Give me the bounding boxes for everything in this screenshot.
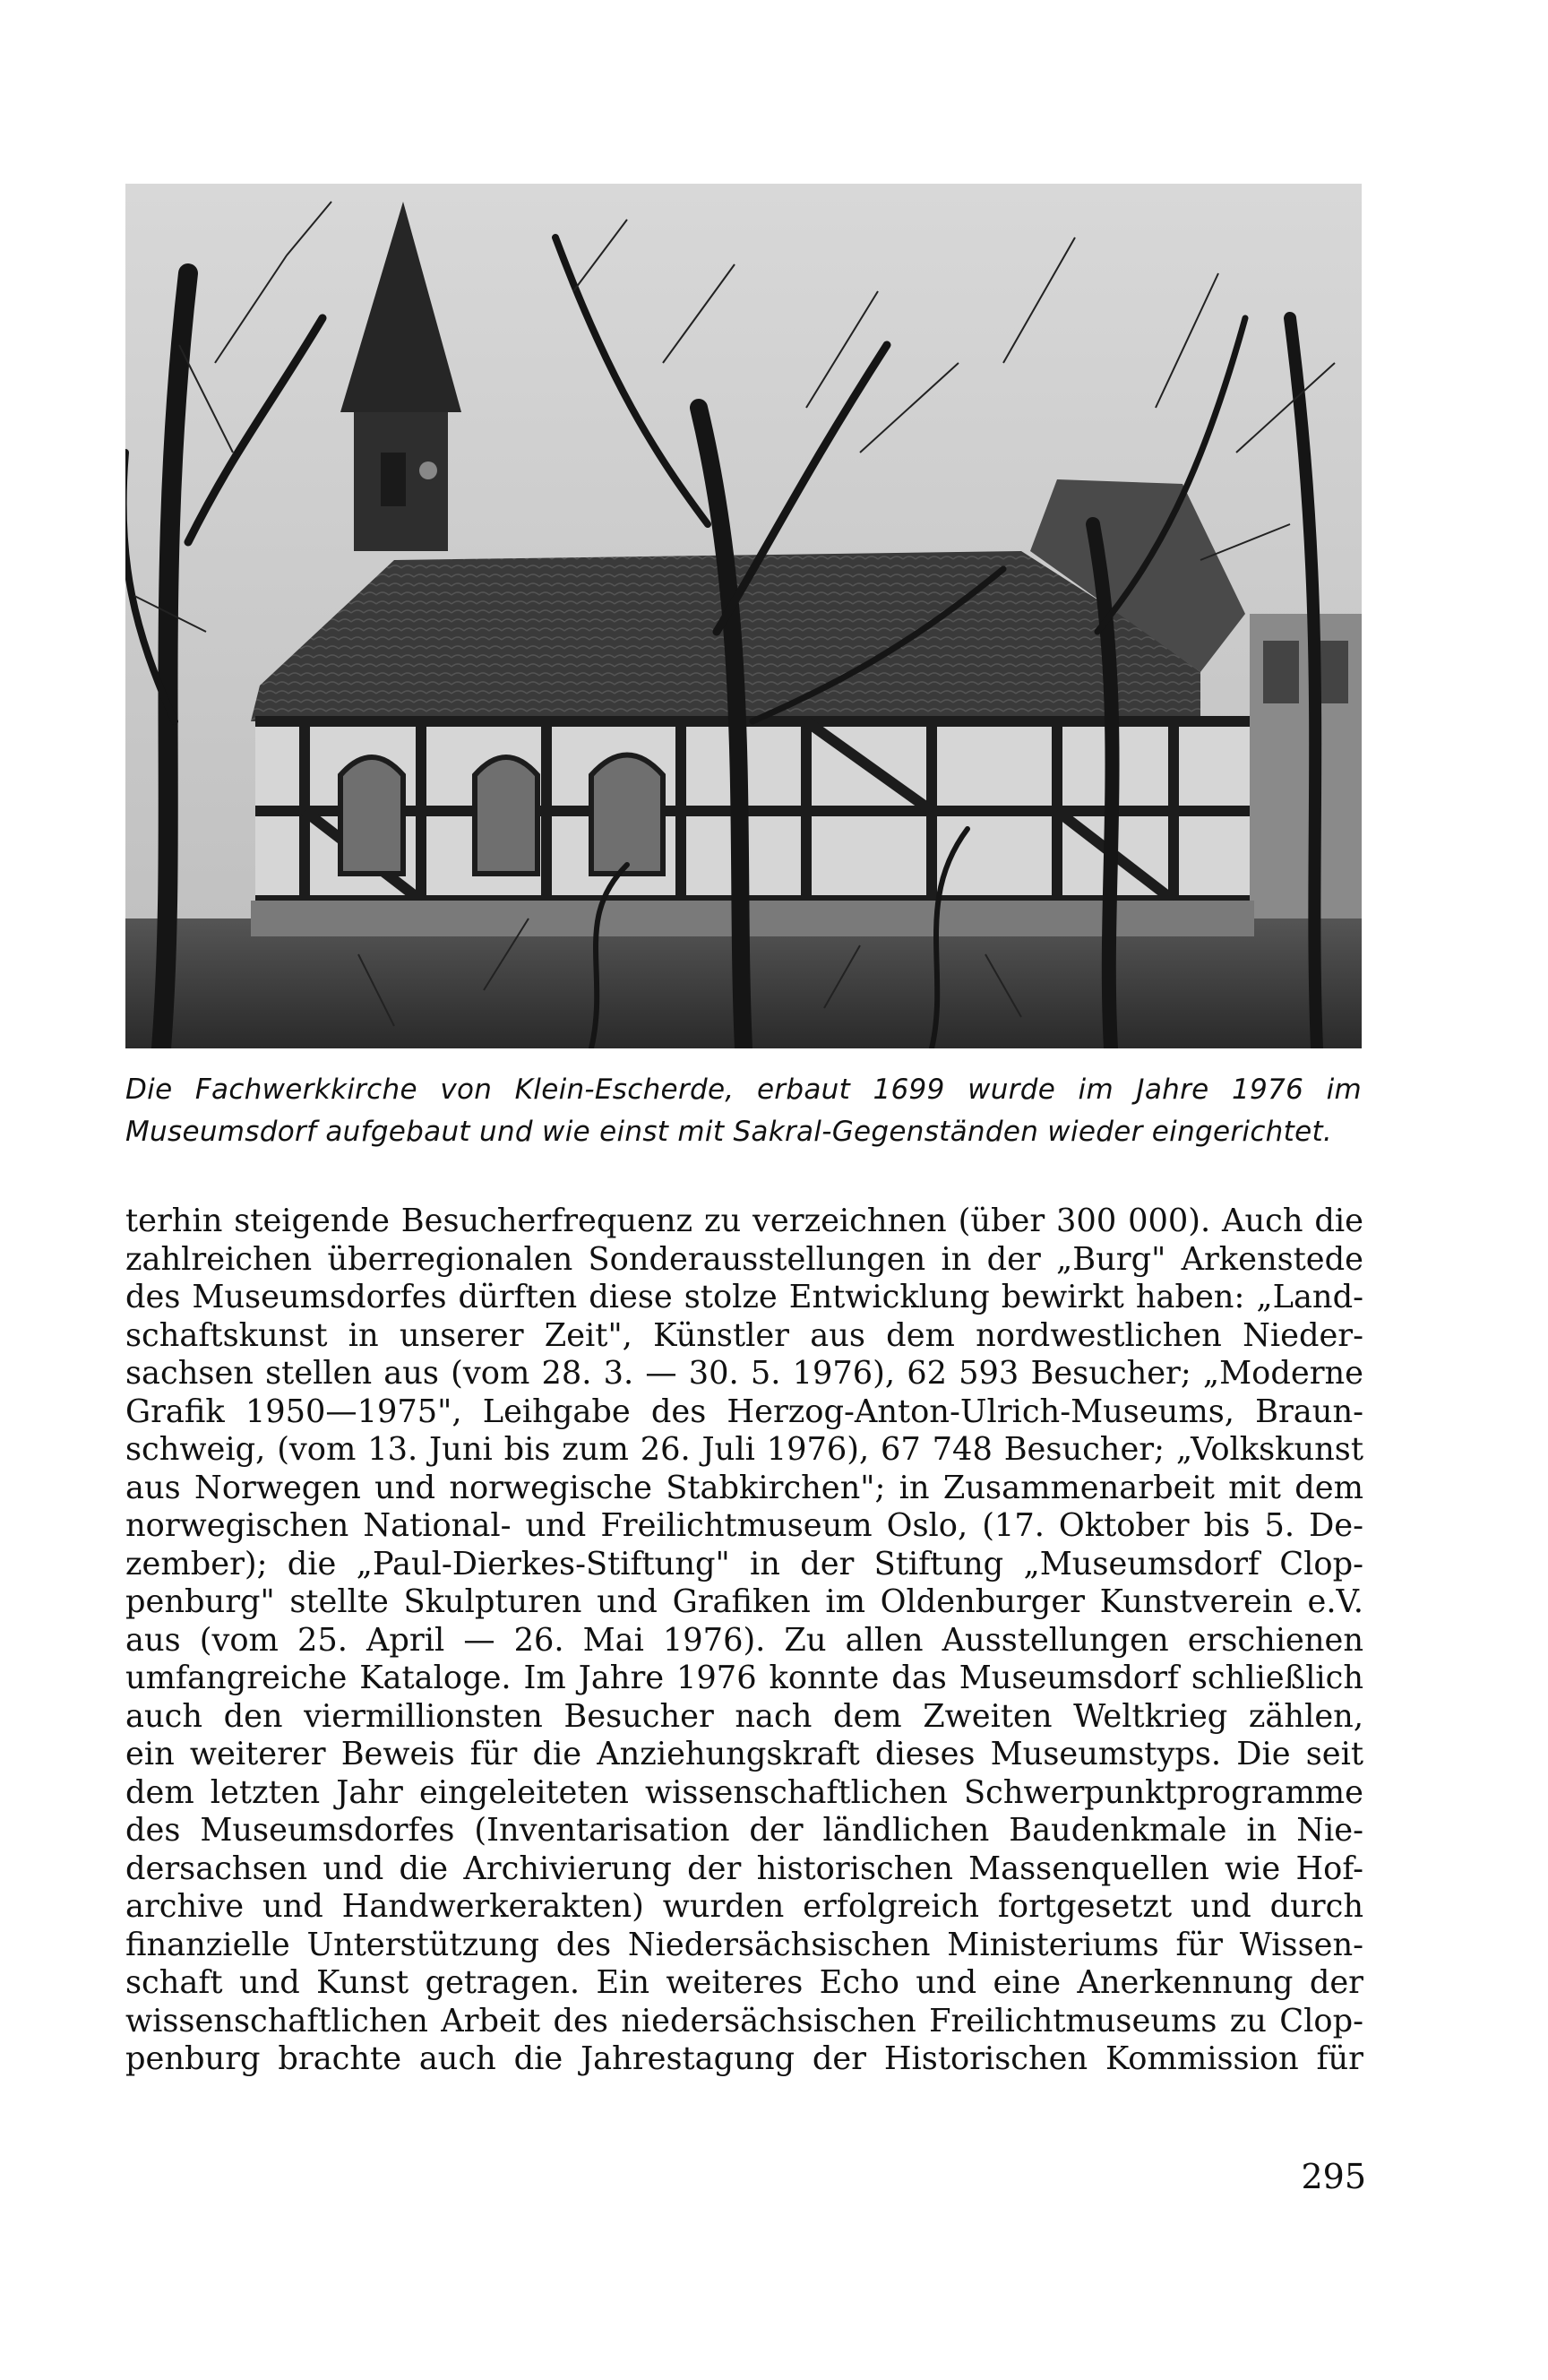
body-line: auch den viermillionsten Besucher nach dem Zweiten Weltkrieg zählen,: [125, 1697, 1363, 1735]
body-line: wissenschaftlichen Arbeit des niedersächsischen Freilichtmuseums zu Clop-: [125, 2002, 1363, 2039]
body-line: des Museumsdorfes dürften diese stolze Entwicklung bewirkt haben: „Land-: [125, 1279, 1363, 1315]
body-line: schaftskunst in unserer Zeit", Künstler aus dem nordwestlichen Nieder-: [125, 1316, 1363, 1354]
body-line: schaft und Kunst getragen. Ein weiteres Echo und eine Anerkennung der: [125, 1964, 1363, 2001]
body-line: finanzielle Unterstützung des Niedersächsischen Ministeriums für Wissen-: [125, 1926, 1363, 1963]
church-photo: [125, 184, 1362, 1048]
church-photo-icon: [125, 184, 1362, 1048]
figure-caption: Die Fachwerkkirche von Klein-Escherde, erbaut 1699 wurde im Jahre 1976 im Museumsdorf aufgebaut und wie einst mit Sakral-Gegenständen wieder eingerichtet.: [125, 1074, 1362, 1148]
body-line: dem letzten Jahr eingeleiteten wissenschaftlichen Schwerpunktprogramme: [125, 1773, 1363, 1811]
body-line: Grafik 1950—1975", Leihgabe des Herzog-Anton-Ulrich-Museums, Braun-: [125, 1393, 1363, 1430]
body-line: penburg" stellte Skulpturen und Grafiken im Oldenburger Kunstverein e.V.: [125, 1583, 1363, 1620]
body-line: des Museumsdorfes (Inventarisation der ländlichen Baudenkmale in Nie-: [125, 1812, 1363, 1849]
body-line: sachsen stellen aus (vom 28. 3. — 30. 5. 1976), 62 593 Besucher; „Moderne: [125, 1355, 1363, 1392]
body-line: dersachsen und die Archivierung der historischen Massenquellen wie Hof-: [125, 1850, 1363, 1887]
body-line: archive und Handwerkerakten) wurden erfolgreich fortgesetzt und durch: [125, 1888, 1363, 1925]
body-line: schweig, (vom 13. Juni bis zum 26. Juli 1976), 67 748 Besucher; „Volkskunst: [125, 1431, 1363, 1468]
body-line: zember); die „Paul-Dierkes-Stiftung" in der Stiftung „Museumsdorf Clop-: [125, 1545, 1363, 1582]
body-line: umfangreiche Kataloge. Im Jahre 1976 konnte das Museumsdorf schließlich: [125, 1660, 1363, 1696]
body-line: terhin steigende Besucherfrequenz zu verzeichnen (über 300 000). Auch die: [125, 1203, 1363, 1239]
body-line: norwegischen National- und Freilichtmuseum Oslo, (17. Oktober bis 5. De-: [125, 1507, 1363, 1544]
body-line: ein weiterer Beweis für die Anziehungskraft dieses Museumstyps. Die seit: [125, 1736, 1363, 1772]
body-line: zahlreichen überregionalen Sonderausstellungen in der „Burg" Arkenstede: [125, 1240, 1363, 1278]
body-line: aus Norwegen und norwegische Stabkirchen"; in Zusammenarbeit mit dem: [125, 1469, 1363, 1506]
page-number: 295: [1301, 2157, 1366, 2196]
body-line: aus (vom 25. April — 26. Mai 1976). Zu allen Ausstellungen erschienen: [125, 1621, 1363, 1659]
body-text: [125, 1203, 1363, 2079]
body-line: penburg brachte auch die Jahrestagung der Historischen Kommission für: [125, 2040, 1363, 2077]
